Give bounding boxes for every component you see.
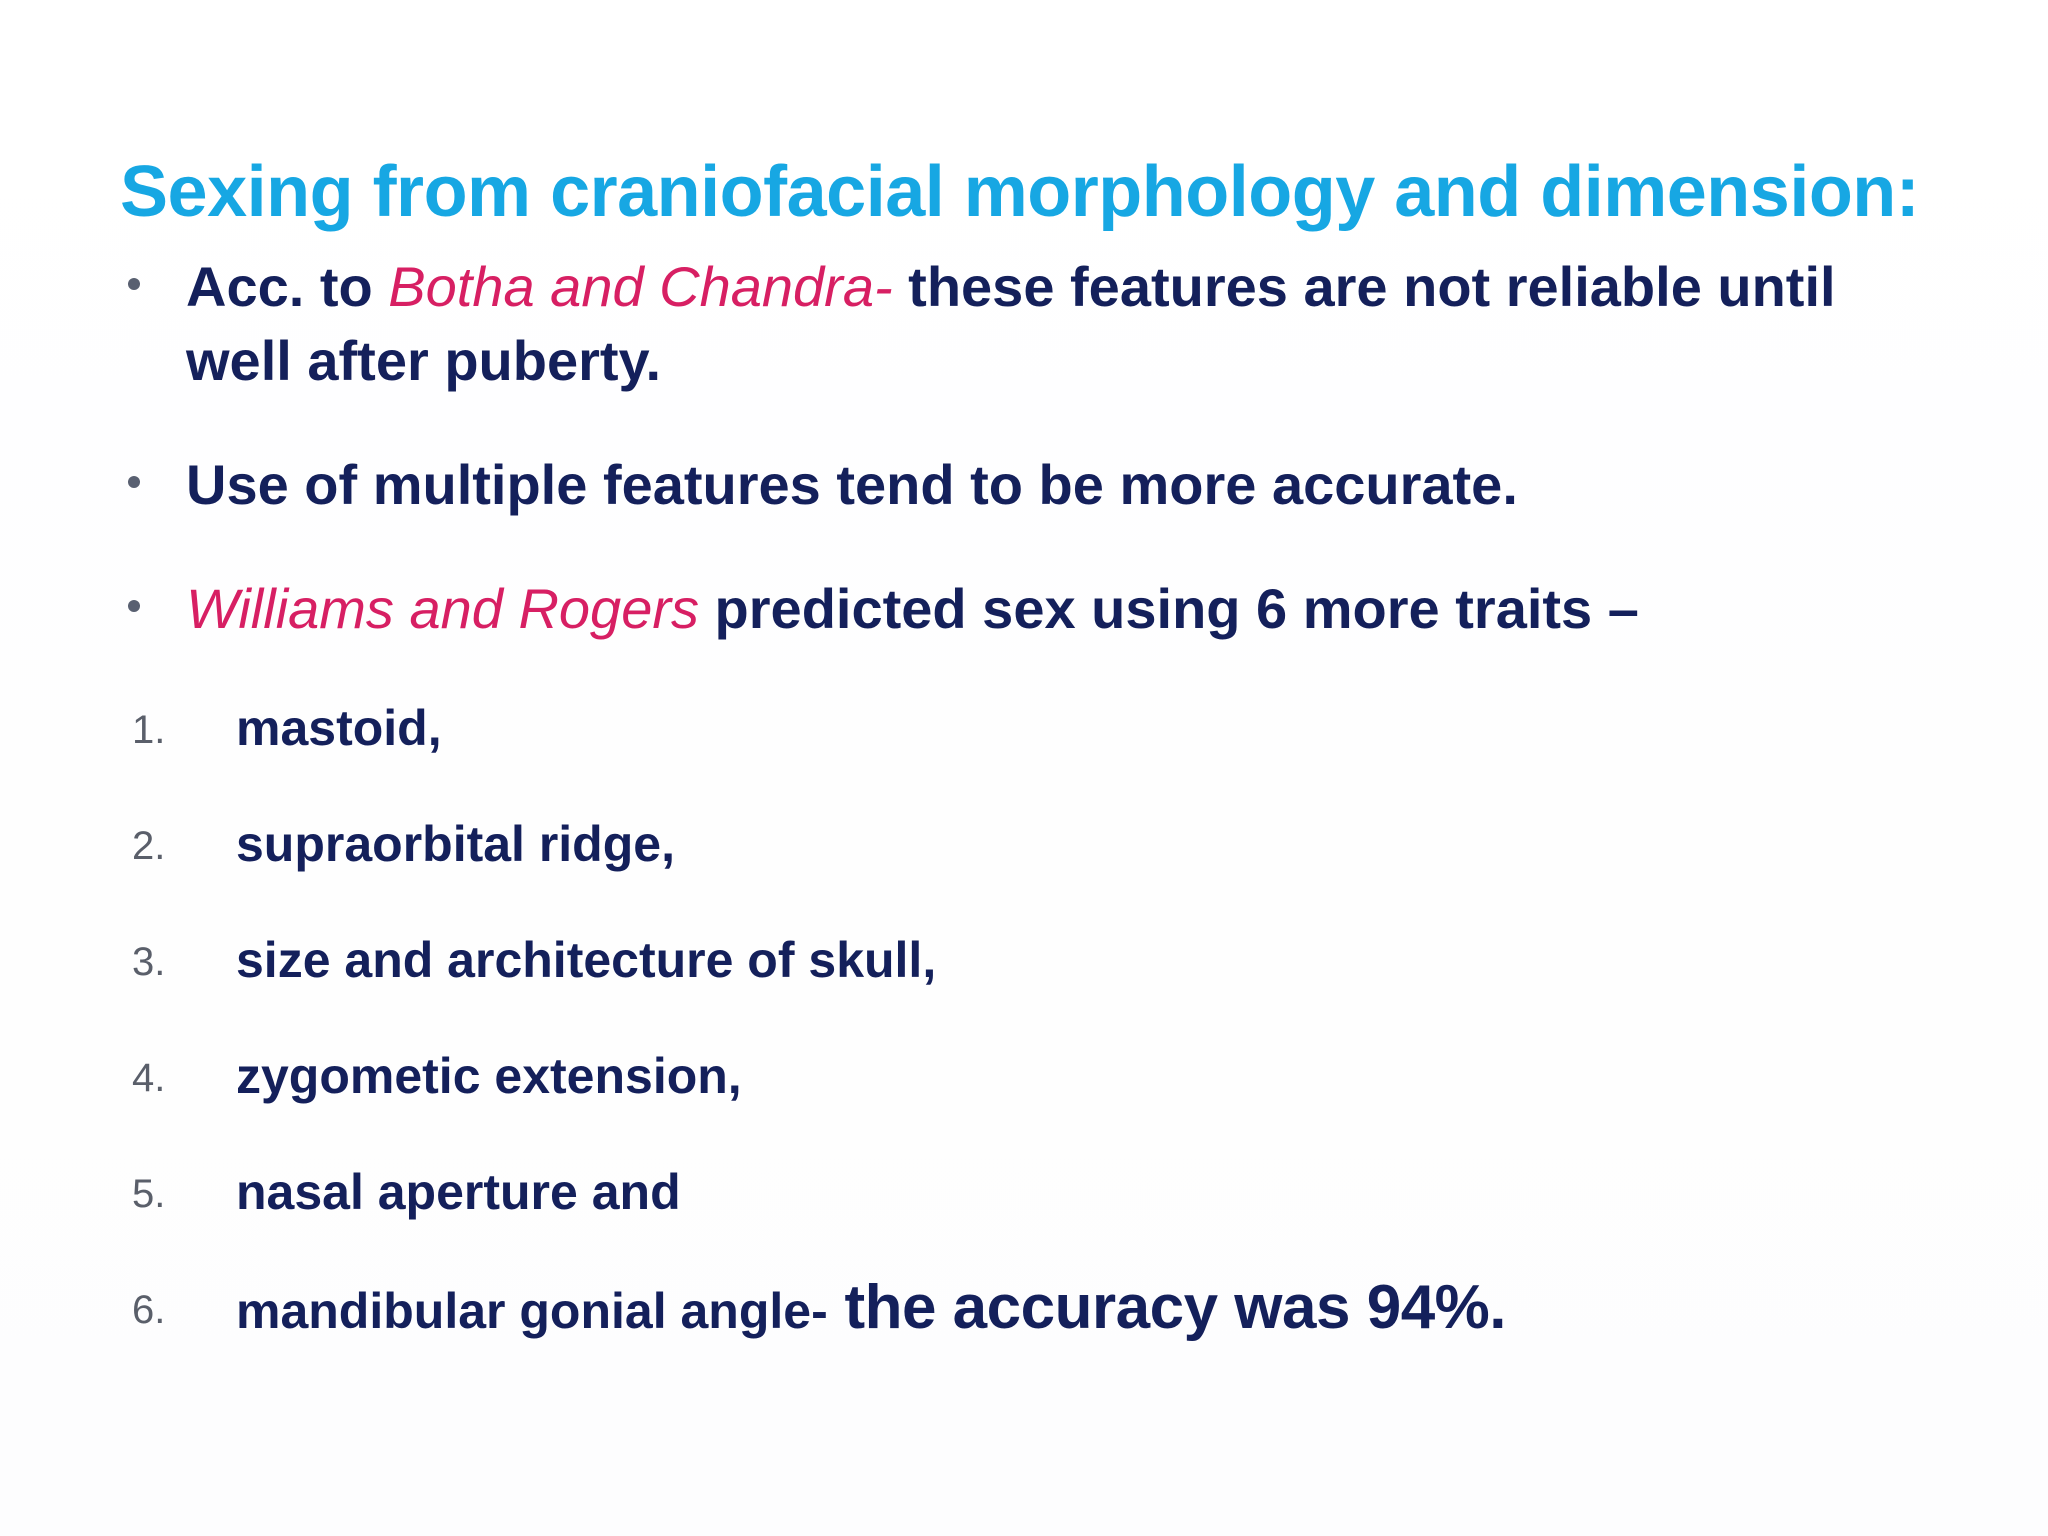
accuracy-statement: the accuracy was 94%. <box>827 1273 1507 1342</box>
list-item <box>132 1154 1832 1270</box>
list-item-text: mandibular gonial angle- <box>236 1283 828 1339</box>
list-item-text: zygometic extension, <box>236 1048 742 1104</box>
list-item-text: size and architecture of skull, <box>236 932 937 988</box>
list-item <box>132 690 1832 806</box>
list-item <box>132 1038 1832 1154</box>
list-number: 1. <box>132 708 166 752</box>
numbered-trait-list <box>132 690 1832 1386</box>
list-number: 5. <box>132 1172 166 1216</box>
list-number: 2. <box>132 824 166 868</box>
bullet-item-botha-chandra <box>128 250 1928 398</box>
bullet-text-suffix: these features are not reliable until well after puberty. <box>186 255 1836 392</box>
author-citation: Botha and Chandra- <box>388 255 893 318</box>
bullet-dot-icon <box>128 278 140 290</box>
bullet-list <box>128 250 1928 696</box>
bullet-dot-icon <box>128 600 140 612</box>
bullet-dot-icon <box>128 476 140 488</box>
list-number: 4. <box>132 1056 166 1100</box>
bullet-item-multiple-features <box>128 448 1928 522</box>
list-item-text: mastoid, <box>236 700 442 756</box>
list-number: 6. <box>132 1288 166 1332</box>
bullet-item-williams-rogers <box>128 572 1928 646</box>
list-item-text-with-emphasis <box>236 1270 1506 1349</box>
author-citation: Williams and Rogers <box>186 577 699 640</box>
list-item <box>132 1270 1832 1386</box>
bullet-text-prefix: Acc. to <box>186 255 389 318</box>
slide-title: Sexing from craniofacial morphology and dimension: <box>120 152 1920 233</box>
list-item <box>132 806 1832 922</box>
list-number: 3. <box>132 940 166 984</box>
list-item-text: supraorbital ridge, <box>236 816 675 872</box>
bullet-text-suffix: predicted sex using 6 more traits – <box>699 577 1639 640</box>
bullet-text: Use of multiple features tend to be more accurate. <box>186 453 1518 516</box>
list-item-text: nasal aperture and <box>236 1164 681 1220</box>
list-item <box>132 922 1832 1038</box>
